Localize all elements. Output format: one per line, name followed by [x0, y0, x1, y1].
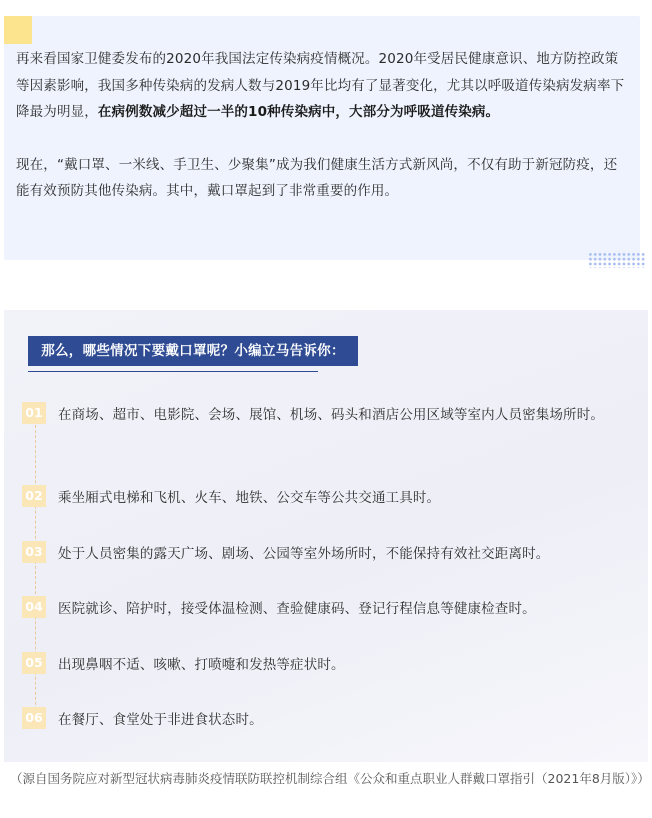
source-citation: （源自国务院应对新型冠状病毒肺炎疫情联防联控机制综合组《公众和重点职业人群戴口罩指引（2021年8月版）》）: [10, 771, 650, 786]
item-number-badge: 01: [22, 402, 46, 424]
item-number-badge: 03: [22, 541, 46, 563]
item-text: 出现鼻咽不适、咳嗽、打喷嚏和发热等症状时。: [58, 657, 345, 673]
item-number-badge: 06: [22, 707, 46, 729]
mask-situations-card: [4, 310, 648, 762]
intro-paragraph-2: 现在，“戴口罩、一米线、手卫生、少聚集”成为我们健康生活方式新风尚，不仅有助于新冠防疫，还能有效预防其他传染病。其中，戴口罩起到了非常重要的作用。: [16, 156, 618, 199]
intro-card: [4, 16, 640, 260]
intro-paragraph-1-bold: 在病例数减少超过一半的10种传染病中，大部分为呼吸道传染病。: [97, 104, 500, 120]
item-number-badge: 04: [22, 596, 46, 618]
timeline-dashed-line: [35, 420, 36, 720]
item-text: 在商场、超市、电影院、会场、展馆、机场、码头和酒店公用区域等室内人员密集场所时。: [58, 407, 604, 423]
section-banner: 那么，哪些情况下要戴口罩呢？小编立马告诉你：: [28, 336, 358, 366]
intro-paragraph-1: [16, 46, 628, 126]
item-text: 医院就诊、陪护时，接受体温检测、查验健康码、登记行程信息等健康检查时。: [58, 601, 536, 617]
banner-underline: [28, 371, 318, 372]
item-number-badge: 02: [22, 485, 46, 507]
item-text: 处于人员密集的露天广场、剧场、公园等室外场所时，不能保持有效社交距离时。: [58, 546, 550, 562]
corner-decoration: [4, 16, 32, 44]
dot-pattern-decoration: [588, 252, 646, 268]
intro-paragraph-1-normal: 再来看国家卫健委发布的2020年我国法定传染病疫情概况。2020年受居民健康意识、地方防控政策等因素影响，我国多种传染病的发病人数与2019年比均有了显著变化，尤其以呼吸道传染病发病率下降最为明显，: [16, 51, 625, 120]
item-text: 乘坐厢式电梯和飞机、火车、地铁、公交车等公共交通工具时。: [58, 490, 441, 506]
item-number-badge: 05: [22, 652, 46, 674]
item-text: 在餐厅、食堂处于非进食状态时。: [58, 712, 263, 728]
intro-text: [16, 46, 628, 205]
